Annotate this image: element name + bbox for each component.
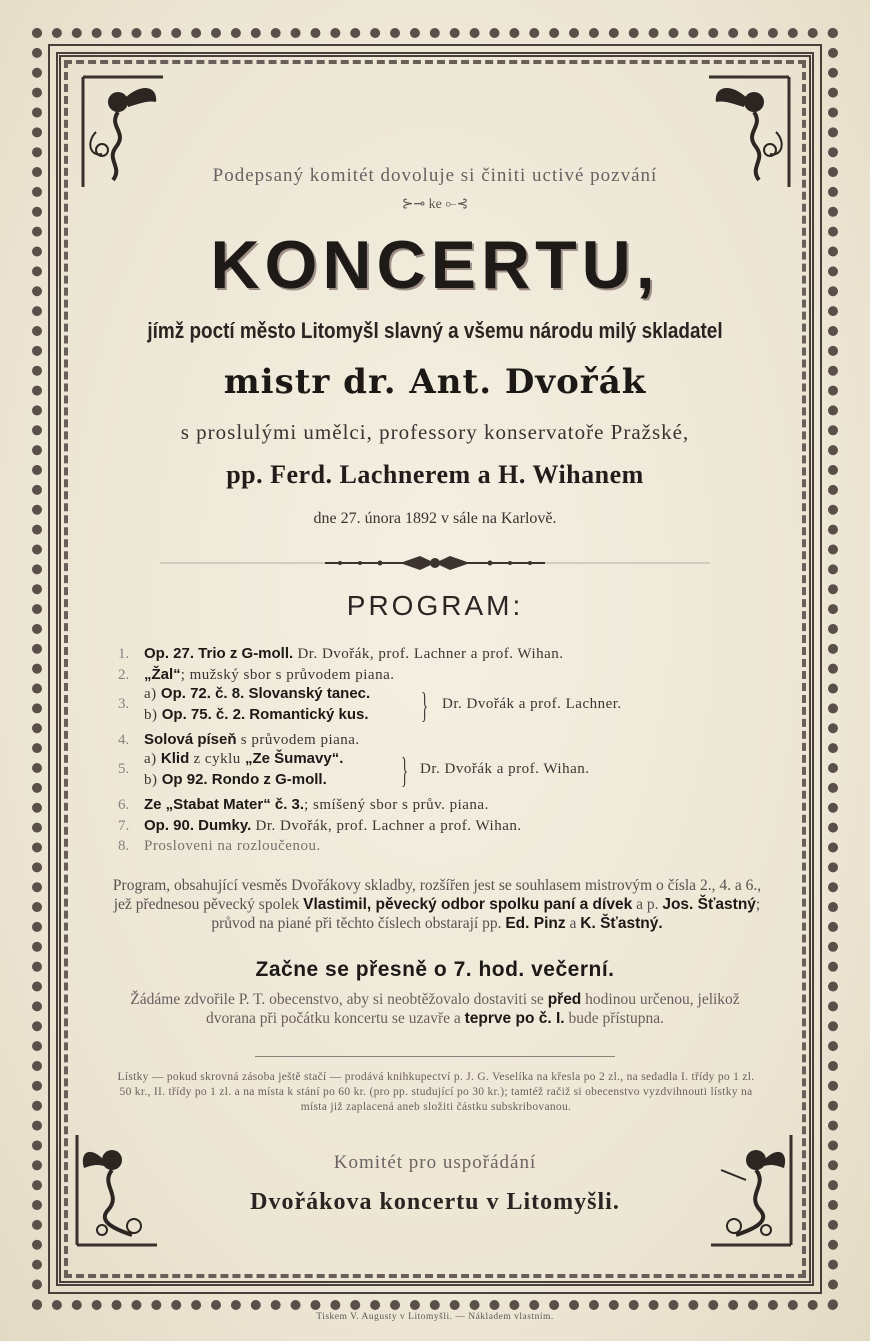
date-place-line: dne 27. února 1892 v sále na Karlově. — [313, 510, 557, 527]
item-performers: Dr. Dvořák a prof. Lachner. — [442, 696, 622, 712]
main-title: KONCERTU, — [210, 227, 660, 303]
ticket-info: Lístky — pokud skrovná zásoba ještě stačí — prodává knihkupectví p. J. G. Veselíka na křesla po 2 zl., na sedadla I. třídy po 1 zl. 50 kr., II. třídy po 1 zl. a na místa k stání po 60 kr. (pro pp. studující po 30 kr.); tamtéž račiž si obecenstvo vyzdvihnouti lístky na místa již zaplacená aneb složiti částku subskribovanou. — [117, 1071, 755, 1113]
program-list — [118, 643, 778, 857]
audience-request: Žádáme zdvořile P. T. obecenstvo, aby si neobtěžovalo dostaviti se před hodinou určenou, jelikož dvorana při počátku koncertu se uzavře a teprve po č. I. bude přístupna. — [130, 991, 740, 1027]
invitation-line: Podepsaný komitét dovoluje si činiti uctivé pozvání — [212, 165, 658, 186]
item-description: Prosloveni na rozloučenou. — [144, 838, 321, 854]
composer-name: mistr dr. Ant. Dvořák — [223, 362, 647, 402]
item-description: ; mužský sbor s průvodem piana. — [180, 667, 395, 683]
program-note: Program, obsahující vesměs Dvořákovy skladby, rozšířen jest se souhlasem mistrovým o čísla 2., 4. a 6., jež přednesou pěvecký spolek Vlastimil, pěvecký odbor spolku paní a dívek a p. Jos. Šťastný; průvod na piané při těchto číslech obstarají pp. Ed. Pinz a K. Šťastný. — [112, 877, 762, 932]
item-title: Op. 90. Dumky. — [144, 817, 252, 834]
program-item-2 — [118, 664, 778, 685]
subtitle-town: jímž poctí město Litomyšl slavný a všemu národu milý skladatel — [147, 318, 723, 343]
item-title: Solová píseň — [144, 731, 237, 748]
ke-line — [70, 196, 800, 213]
item-performers: Dr. Dvořák, prof. Lachner a prof. Wihan. — [251, 818, 522, 834]
item-number: 1. — [118, 646, 130, 662]
committee-line-1: Komitét pro uspořádání — [333, 1152, 537, 1173]
item-number: 4. — [118, 732, 130, 748]
program-heading: PROGRAM: — [346, 590, 524, 621]
program-item-7 — [118, 815, 778, 836]
item-title: Op. 27. Trio z G-moll. — [144, 645, 294, 662]
printer-imprint: Tiskem V. Augusty v Litomyšli. — Nákladem vlastním. — [316, 1312, 554, 1322]
ke-word: ke — [428, 197, 442, 212]
committee-line-2: Dvořákova koncertu v Litomyšli. — [250, 1189, 620, 1215]
item-number: 8. — [118, 838, 130, 854]
item-number: 5. — [118, 761, 130, 777]
item-title: Ze „Stabat Mater“ č. 3. — [144, 796, 305, 813]
ornamental-divider-icon — [160, 548, 710, 578]
item-number: 7. — [118, 818, 130, 834]
item-performers: Dr. Dvořák a prof. Wihan. — [420, 761, 590, 777]
item-3a: a) Op. 72. č. 8. Slovanský tanec. — [144, 685, 371, 702]
item-description: ; smíšený sbor s prův. piana. — [304, 797, 489, 813]
item-title: „Žal“ — [144, 666, 181, 683]
right-flourish-icon: ⟜⊰ — [445, 197, 469, 212]
item-performers: Dr. Dvořák, prof. Lachner a prof. Wihan. — [293, 646, 564, 662]
program-item-3 — [118, 685, 778, 729]
divider-line — [255, 1056, 615, 1057]
program-item-5 — [118, 750, 778, 794]
item-5b: b) Op 92. Rondo z G-moll. — [144, 771, 327, 788]
item-5a: a) Klid z cyklu „Ze Šumavy“. — [144, 750, 344, 767]
item-number: 2. — [118, 667, 130, 683]
subtitle-professors: s proslulými umělci, professory konservatoře Pražské, — [180, 420, 690, 444]
item-number: 3. — [118, 696, 130, 712]
program-item-6 — [118, 794, 778, 815]
left-flourish-icon: ⊱⊸ — [401, 197, 426, 212]
program-item-8 — [118, 836, 778, 857]
program-item-1 — [118, 643, 778, 664]
item-description: s průvodem piana. — [236, 732, 360, 748]
start-time: Začne se přesně o 7. hod. večerní. — [255, 958, 615, 981]
item-3b: b) Op. 75. č. 2. Romantický kus. — [144, 706, 369, 723]
performers-line: pp. Ferd. Lachnerem a H. Wihanem — [226, 460, 644, 489]
brace-icon: } — [421, 685, 429, 725]
brace-icon: } — [401, 750, 409, 790]
program-item-4 — [118, 729, 778, 750]
item-number: 6. — [118, 797, 130, 813]
